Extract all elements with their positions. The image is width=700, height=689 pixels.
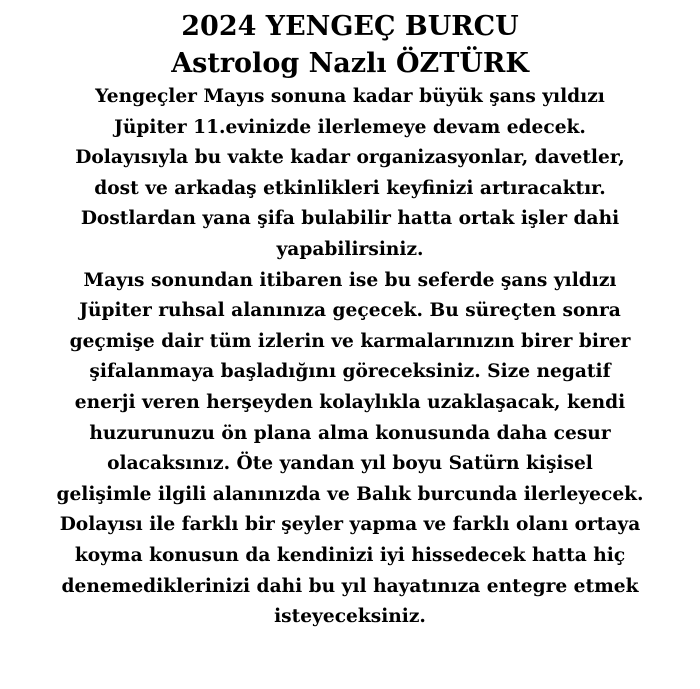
text-line: şifalanmaya başladığını göreceksiniz. Size negatif xyxy=(89,361,611,383)
text-line: geçmişe dair tüm izlerin ve karmalarınızın birer birer xyxy=(69,330,631,352)
text-line: Dolayısıyla bu vakte kadar organizasyonlar, davetler, xyxy=(75,147,625,169)
text-line: dost ve arkadaş etkinlikleri keyfinizi artıracaktır. xyxy=(94,177,606,199)
text-line: Jüpiter ruhsal alanınıza geçecek. Bu süreçten sonra xyxy=(79,300,621,322)
document-title: 2024 YENGEÇ BURCU xyxy=(181,11,519,42)
text-line: denemediklerinizi dahi bu yıl hayatınıza entegre etmek xyxy=(61,575,639,597)
text-line: enerji veren herşeyden kolaylıkla uzaklaşacak, kendi xyxy=(74,391,626,413)
text-line: isteyeceksiniz. xyxy=(274,606,426,628)
text-line: Mayıs sonundan itibaren ise bu seferde şans yıldızı xyxy=(83,269,617,291)
horoscope-text xyxy=(6,82,694,633)
text-line: Dolayısı ile farklı bir şeyler yapma ve farklı olanı ortaya xyxy=(59,514,641,536)
text-line: huzurunuzu ön plana alma konusunda daha cesur xyxy=(89,422,611,444)
text-line: gelişimle ilgili alanınızda ve Balık burcunda ilerleyecek. xyxy=(56,483,644,505)
author-name: Astrolog Nazlı ÖZTÜRK xyxy=(171,48,529,79)
text-line: koyma konusun da kendinizi iyi hissedecek hatta hiç xyxy=(74,544,626,566)
text-line: Yengeçler Mayıs sonuna kadar büyük şans yıldızı xyxy=(95,86,605,107)
text-line: yapabilirsiniz. xyxy=(276,238,424,260)
text-line: Dostlardan yana şifa bulabilir hatta ortak işler dahi xyxy=(80,208,620,230)
text-line: olacaksınız. Öte yandan yıl boyu Satürn kişisel xyxy=(107,453,593,475)
text-line: Jüpiter 11.evinizde ilerlemeye devam edecek. xyxy=(114,116,586,138)
